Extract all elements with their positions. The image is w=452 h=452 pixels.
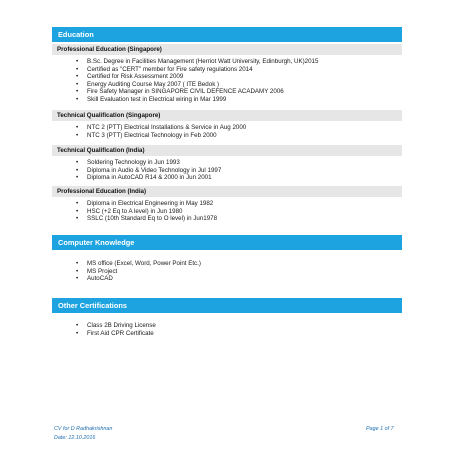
list-item: • Energy Auditing Course May 2007 ( ITE Bedok ) [52, 81, 402, 89]
list-professional-singapore [52, 58, 402, 104]
list-item: • Skill Evaluation test in Electrical wiring in Mar 1999 [52, 96, 402, 104]
footer-cv-name: CV for D Radhakrishnan [54, 426, 113, 432]
footer-date: Date: 12.10.2016 [54, 435, 96, 441]
list-item: • NTC 2 (PTT) Electrical Installations & Service in Aug 2000 [52, 124, 402, 132]
list-item: • Soldering Technology in Jun 1993 [52, 159, 402, 167]
list-item: • Class 2B Driving License [52, 322, 402, 330]
list-item: • HSC (+2 Eq to A level) in Jun 1980 [52, 208, 402, 216]
list-other-certifications [52, 322, 402, 337]
subsection-header-technical-india: Technical Qualification (India) [52, 145, 402, 156]
subsection-header-professional-india: Professional Education (India) [52, 186, 402, 197]
section-header-other-certifications: Other Certifications [52, 298, 402, 313]
list-item: • Diploma in Audio & Video Technology in Jul 1997 [52, 167, 402, 175]
list-item: • NTC 3 (PTT) Electrical Technology in Feb 2000 [52, 132, 402, 140]
list-item: • Diploma in Electrical Engineering in May 1982 [52, 200, 402, 208]
list-professional-india [52, 200, 402, 223]
list-item: • B.Sc. Degree in Facilities Management (Herriot Watt University, Edinburgh, UK)2015 [52, 58, 402, 66]
subsection-header-professional-singapore: Professional Education (Singapore) [52, 44, 402, 55]
list-technical-india [52, 159, 402, 182]
section-header-education: Education [52, 27, 402, 42]
section-header-computer-knowledge: Computer Knowledge [52, 235, 402, 250]
list-item: • AutoCAD [52, 275, 402, 283]
list-item: • MS office (Excel, Word, Power Point Etc.) [52, 260, 402, 268]
footer-page-number: Page 1 of 7 [366, 426, 394, 432]
list-item: • Certified for Risk Assessment 2009 [52, 73, 402, 81]
list-item: • Certified as "CERT" member for Fire safety regulations 2014 [52, 66, 402, 74]
list-item: • SSLC (10th Standard Eq to O level) in Jun1978 [52, 215, 402, 223]
subsection-header-technical-singapore: Technical Qualification (Singapore) [52, 110, 402, 121]
list-item: • Diploma in AutoCAD R14 & 2000 in Jun 2001 [52, 174, 402, 182]
list-computer-knowledge [52, 260, 402, 283]
list-item: • First Aid CPR Certificate [52, 330, 402, 338]
list-item: • Fire Safety Manager in SINGAPORE CIVIL DEFENCE ACADAMY 2006 [52, 88, 402, 96]
list-item: • MS Project [52, 268, 402, 276]
list-technical-singapore [52, 124, 402, 139]
